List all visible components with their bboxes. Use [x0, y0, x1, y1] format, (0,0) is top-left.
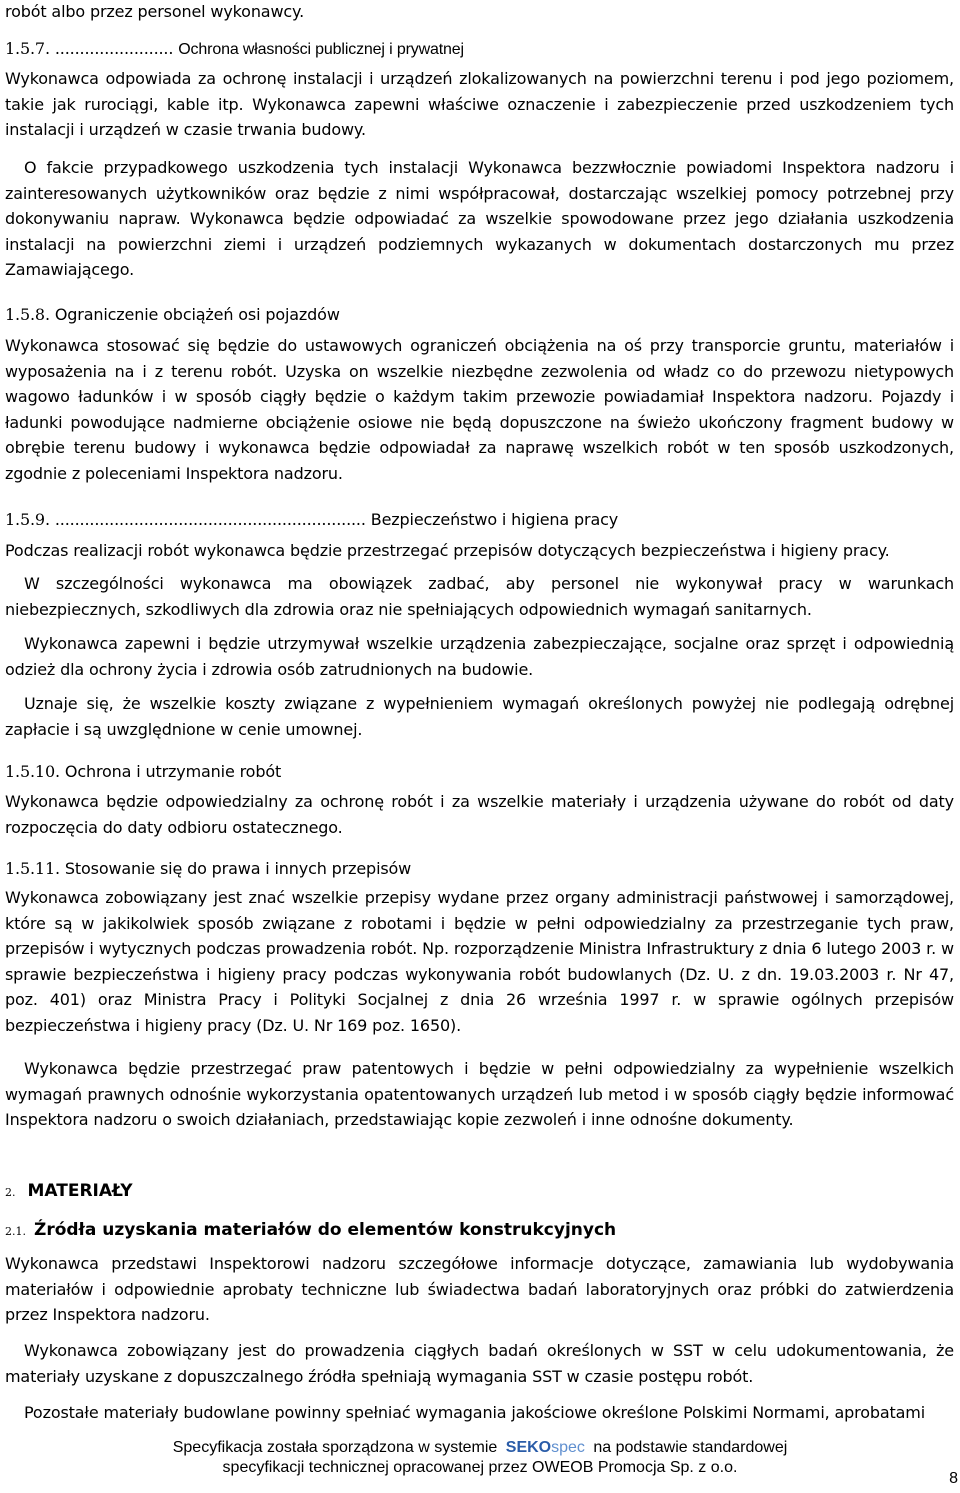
section-heading-1-5-7 — [5, 38, 464, 61]
section-title: Ochrona własności publicznej i prywatnej — [178, 41, 464, 58]
section-number: 2.1. — [5, 1225, 26, 1238]
leader-dots: ........................ — [54, 39, 174, 58]
sekospec-logo — [506, 1438, 585, 1458]
section-title: Bezpieczeństwo i higiena pracy — [370, 510, 619, 529]
chapter-title: MATERIAŁY — [27, 1181, 133, 1201]
leader-dots: ............................................................... — [54, 510, 366, 529]
section-number: 1.5.8. — [5, 305, 50, 324]
section-number: 1.5.11. — [5, 859, 60, 878]
paragraph: W szczególności wykonawca ma obowiązek zadbać, aby personel nie wykonywał pracy w warunkach niebezpiecznych, szkodliwych dla zdrowia oraz nie spełniających odpowiednich wymagań sanitarnych. — [5, 574, 954, 619]
paragraph: Wykonawca stosować się będzie do ustawowych ograniczeń obciążenia na oś przy transporcie gruntu, materiałów i wyposażenia na i z terenu robót. Uzyska on wszelkie niezbędne zezwolenia od władz co do przewozu nietypowych wagowo ładunków i w sposób ciągły będzie o każdym takim przewozie powiadamiał Inspektora nadzoru. Pojazdy i ładunki powodujące nadmierne obciążenie osiowe nie będą dopuszczone na świeżo ukończony fragment budowy w obrębie terenu budowy i wykonawca będzie odpowiadał za naprawę wszelkich robót w ten sposób uszkodzonych, zgodnie z poleceniami Inspektora nadzoru. — [5, 336, 954, 483]
paragraph: Wykonawca zobowiązany jest do prowadzenia ciągłych badań określonych w SST w celu udokumentowania, że materiały uzyskane z dopuszczalnego źródła spełniają wymagania SST w czasie postępu robót. — [5, 1341, 954, 1386]
section-title: Źródła uzyskania materiałów do elementów konstrukcyjnych — [34, 1220, 617, 1240]
footer-text: na podstawie standardowej — [593, 1439, 788, 1456]
footer-text: Specyfikacja została sporządzona w systemie — [172, 1439, 498, 1456]
paragraph: Wykonawca przedstawi Inspektorowi nadzoru szczegółowe informacje dotyczące, zamawiania lub wydobywania materiałów i odpowiednie aprobaty techniczne lub świadectwa badań laboratoryjnych oraz próbki do zatwierdzenia przez Inspektora nadzoru. — [5, 1254, 954, 1324]
paragraph: Wykonawca zapewni i będzie utrzymywał wszelkie urządzenia zabezpieczające, socjalne oraz sprzęt i odpowiednią odzież dla ochrony życia i zdrowia osób zatrudnionych na budowie. — [5, 634, 954, 679]
page-footer — [0, 1438, 960, 1478]
section-number: 1.5.7. — [5, 39, 50, 58]
section-title: Ograniczenie obciążeń osi pojazdów — [54, 305, 340, 324]
section-title: Stosowanie się do prawa i innych przepisów — [64, 859, 412, 878]
section-heading-1-5-11 — [5, 858, 411, 880]
paragraph: Wykonawca odpowiada za ochronę instalacji i urządzeń zlokalizowanych na powierzchni terenu i pod jego poziomem, takie jak rurociągi, kable itp. Wykonawca zapewni właściwe oznaczenie i zabezpieczenie przed uszkodzeniem tych instalacji i urządzeń w czasie trwania budowy. — [5, 69, 954, 139]
section-title: Ochrona i utrzymanie robót — [64, 762, 282, 781]
paragraph: Podczas realizacji robót wykonawca będzie przestrzegać przepisów dotyczących bezpieczeństwa i higieny pracy. — [5, 541, 890, 560]
section-number: 1.5.9. — [5, 510, 50, 529]
paragraph: Wykonawca zobowiązany jest znać wszelkie przepisy wydane przez organy administracji państwowej i samorządowej, które są w jakikolwiek sposób związane z robotami i będzie w pełni odpowiedzialny za przestrzeganie tych praw, przepisów i wytycznych podczas prowadzenia robót. Np. rozporządzenie Ministra Infrastruktury z dnia 6 lutego 2003 r. w sprawie bezpieczeństwa i higieny pracy podczas wykonywania robót budowlanych (Dz. U. z dn. 19.03.2003 r. Nr 47, poz. 401) oraz Ministra Pracy i Polityki Socjalnej z dnia 26 września 1997 r. w sprawie ogólnych przepisów bezpieczeństwa i higieny pracy (Dz. U. Nr 169 poz. 1650). — [5, 888, 954, 1035]
logo-spec: spec — [551, 1439, 585, 1456]
paragraph: Pozostałe materiały budowlane powinny spełniać wymagania jakościowe określone Polskimi Normami, aprobatami — [24, 1403, 926, 1422]
section-heading-1-5-10 — [5, 761, 281, 783]
section-heading-2-1 — [5, 1219, 616, 1243]
chapter-heading-2 — [5, 1180, 133, 1204]
paragraph: Uznaje się, że wszelkie koszty związane z wypełnieniem wymagań określonych powyżej nie podlegają odrębnej zapłacie i są uwzględnione w cenie umownej. — [5, 694, 954, 739]
chapter-number: 2. — [5, 1186, 16, 1199]
section-heading-1-5-8 — [5, 304, 340, 326]
footer-line-2: specyfikacji technicznej opracowanej przez OWEOB Promocja Sp. z o.o. — [222, 1459, 738, 1476]
paragraph: O fakcie przypadkowego uszkodzenia tych instalacji Wykonawca bezzwłocznie powiadomi Inspektora nadzoru i zainteresowanych użytkowników oraz będzie z nimi współpracował, dostarczając wszelkiej pomocy potrzebnej przy dokonywaniu napraw. Wykonawca będzie odpowiadać za wszelkie spowodowane przez jego działania uszkodzenia instalacji na powierzchni ziemi i urządzeń podziemnych wykazanych w dokumentach dostarczonych mu przez Zamawiającego. — [5, 158, 954, 279]
logo-seko: SEKO — [505, 1439, 552, 1456]
paragraph: Wykonawca będzie odpowiedzialny za ochronę robót i za wszelkie materiały i urządzenia używane do robót od daty rozpoczęcia do daty odbioru ostatecznego. — [5, 792, 954, 837]
paragraph: Wykonawca będzie przestrzegać praw patentowych i będzie w pełni odpowiedzialny za wypełnienie wszelkich wymagań prawnych odnośnie wykorzystania opatentowanych urządzeń lub metod i w sposób ciągły będzie informować Inspektora nadzoru o swoich działaniach, przedstawiając kopie zezwoleń i inne odnośne dokumenty. — [5, 1059, 954, 1129]
footer-line-1 — [0, 1438, 960, 1458]
page-number: 8 — [949, 1470, 958, 1487]
section-number: 1.5.10. — [5, 762, 60, 781]
continued-line: robót albo przez personel wykonawcy. — [5, 2, 305, 21]
section-heading-1-5-9 — [5, 509, 618, 531]
